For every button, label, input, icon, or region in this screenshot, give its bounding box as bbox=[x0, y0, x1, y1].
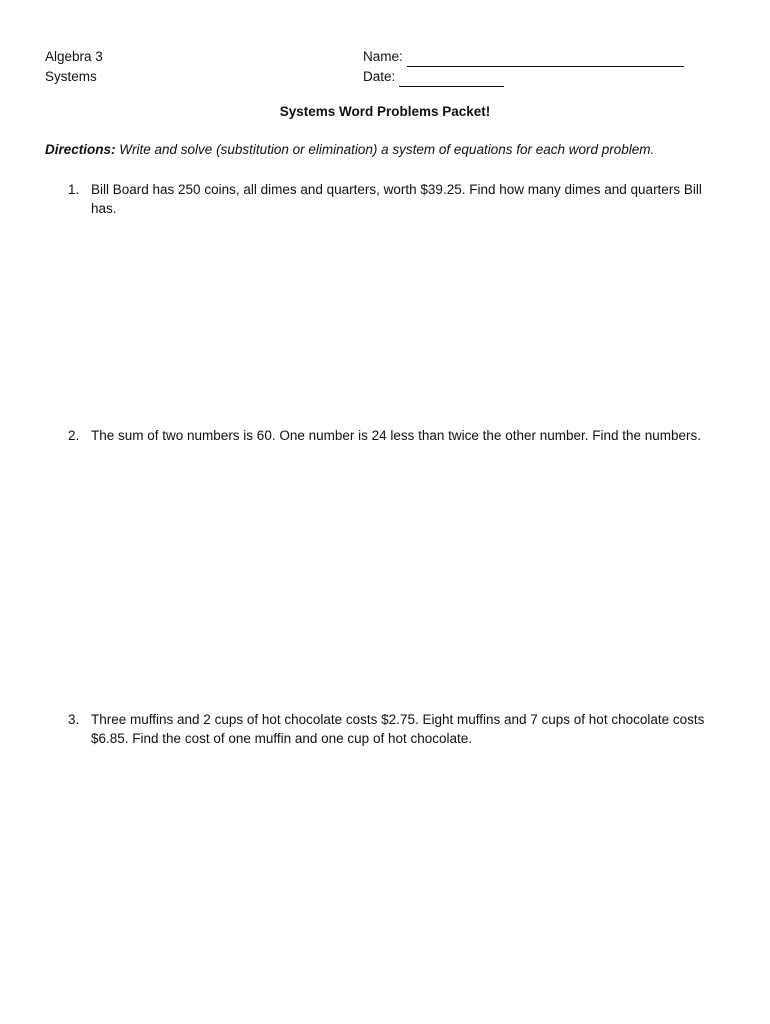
name-blank-line[interactable] bbox=[407, 52, 684, 67]
problem-2 bbox=[68, 426, 728, 445]
header-left bbox=[45, 47, 103, 87]
name-label: Name: bbox=[363, 49, 403, 64]
problem-number: 2. bbox=[68, 428, 80, 443]
problem-3 bbox=[68, 710, 728, 748]
unit-label: Systems bbox=[45, 69, 97, 84]
date-label: Date: bbox=[363, 69, 396, 84]
course-label: Algebra 3 bbox=[45, 49, 103, 64]
problem-text: Bill Board has 250 coins, all dimes and quarters, worth $39.25. Find how many dimes and quarters Bill has. bbox=[91, 182, 702, 216]
directions-text: Write and solve (substitution or elimination) a system of equations for each word problem. bbox=[119, 142, 655, 157]
date-field-row bbox=[363, 67, 684, 87]
problem-1 bbox=[68, 180, 728, 218]
problem-text: The sum of two numbers is 60. One number is 24 less than twice the other number. Find the numbers. bbox=[91, 428, 702, 443]
directions-label: Directions: bbox=[45, 142, 116, 157]
problem-number: 1. bbox=[68, 182, 80, 197]
page-title: Systems Word Problems Packet! bbox=[279, 104, 491, 119]
date-blank-line[interactable] bbox=[399, 72, 504, 87]
directions bbox=[45, 142, 735, 157]
problem-text: Three muffins and 2 cups of hot chocolate costs $2.75. Eight muffins and 7 cups of hot chocolate costs $6.85. Find the cost of one muffin and one cup of hot chocolate. bbox=[91, 712, 705, 746]
problem-number: 3. bbox=[68, 712, 80, 727]
name-field-row bbox=[363, 47, 684, 67]
header-right bbox=[363, 47, 684, 87]
